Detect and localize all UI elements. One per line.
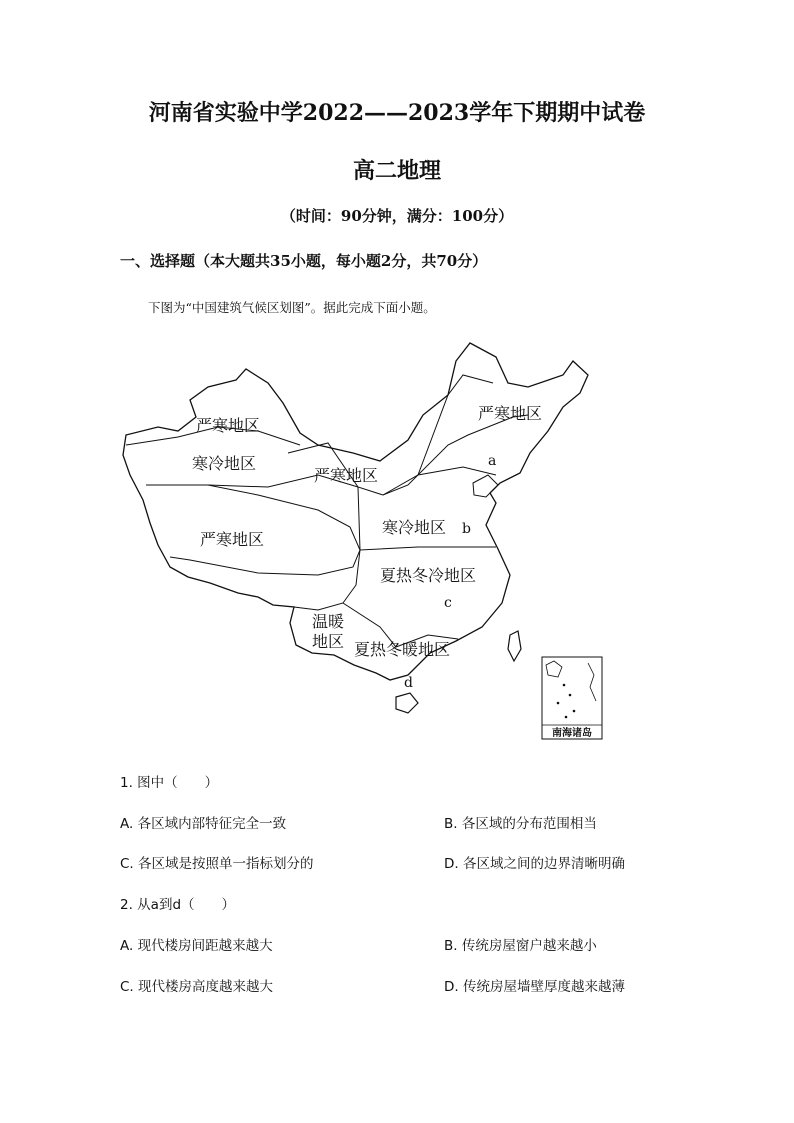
boundary-7: [294, 550, 360, 610]
exam-info: （时间：90分钟，满分：100分）: [280, 207, 514, 225]
south-china-sea-inset: [542, 657, 602, 739]
question-intro: 下图为“中国建筑气候区划图”。据此完成下面小题。: [148, 300, 436, 315]
inset-caption: 南海诸岛: [552, 728, 592, 739]
china-building-climate-map: [118, 335, 618, 745]
region-label-mild-1: 温暖: [312, 612, 345, 631]
region-label-inner-mongolia-severe-cold: 严寒地区: [314, 466, 379, 485]
question-2-stem: 2. 从a到d（ ）: [120, 897, 236, 913]
question-1-option-a[interactable]: A. 各区域内部特征完全一致: [120, 816, 287, 832]
boundary-3: [170, 485, 360, 575]
question-1-option-c[interactable]: C. 各区域是按照单一指标划分的: [120, 856, 314, 872]
region-label-xinjiang-cold: 寒冷地区: [192, 454, 257, 473]
point-label-c: c: [444, 595, 452, 611]
region-label-hot-summer-warm-winter: 夏热冬暖地区: [354, 640, 451, 659]
section-heading: 一、选择题（本大题共35小题，每小题2分，共70分）: [120, 252, 488, 270]
point-label-d: d: [404, 675, 413, 691]
boundary-5: [383, 467, 496, 495]
taiwan-island: [508, 631, 521, 661]
question-1-option-d[interactable]: D. 各区域之间的边界清晰明确: [444, 856, 625, 872]
exam-title: 河南省实验中学2022——2023学年下期期中试卷: [148, 100, 646, 126]
question-1-option-b[interactable]: B. 各区域的分布范围相当: [444, 816, 597, 832]
country-outline: [123, 343, 588, 680]
question-2-option-b[interactable]: B. 传统房屋窗户越来越小: [444, 938, 597, 954]
point-label-b: b: [462, 521, 471, 537]
point-label-a: a: [488, 453, 497, 469]
question-2-option-c[interactable]: C. 现代楼房高度越来越大: [120, 979, 274, 995]
region-label-northeast-severe-cold: 严寒地区: [478, 404, 543, 423]
question-1-stem: 1. 图中（ ）: [120, 775, 219, 791]
exam-subject: 高二地理: [352, 158, 441, 184]
region-label-north-china-cold: 寒冷地区: [382, 518, 447, 537]
region-label-northwest-severe-cold: 严寒地区: [196, 416, 261, 435]
region-label-hot-summer-cold-winter: 夏热冬冷地区: [380, 566, 477, 585]
region-label-mild-2: 地区: [312, 632, 345, 651]
question-2-option-d[interactable]: D. 传统房屋墙壁厚度越来越薄: [444, 979, 625, 995]
boundary-9: [418, 375, 493, 475]
question-2-option-a[interactable]: A. 现代楼房间距越来越大: [120, 938, 273, 954]
hainan-island: [396, 693, 418, 713]
region-label-tibet-severe-cold: 严寒地区: [200, 530, 265, 549]
bohai-bay: [473, 475, 498, 497]
